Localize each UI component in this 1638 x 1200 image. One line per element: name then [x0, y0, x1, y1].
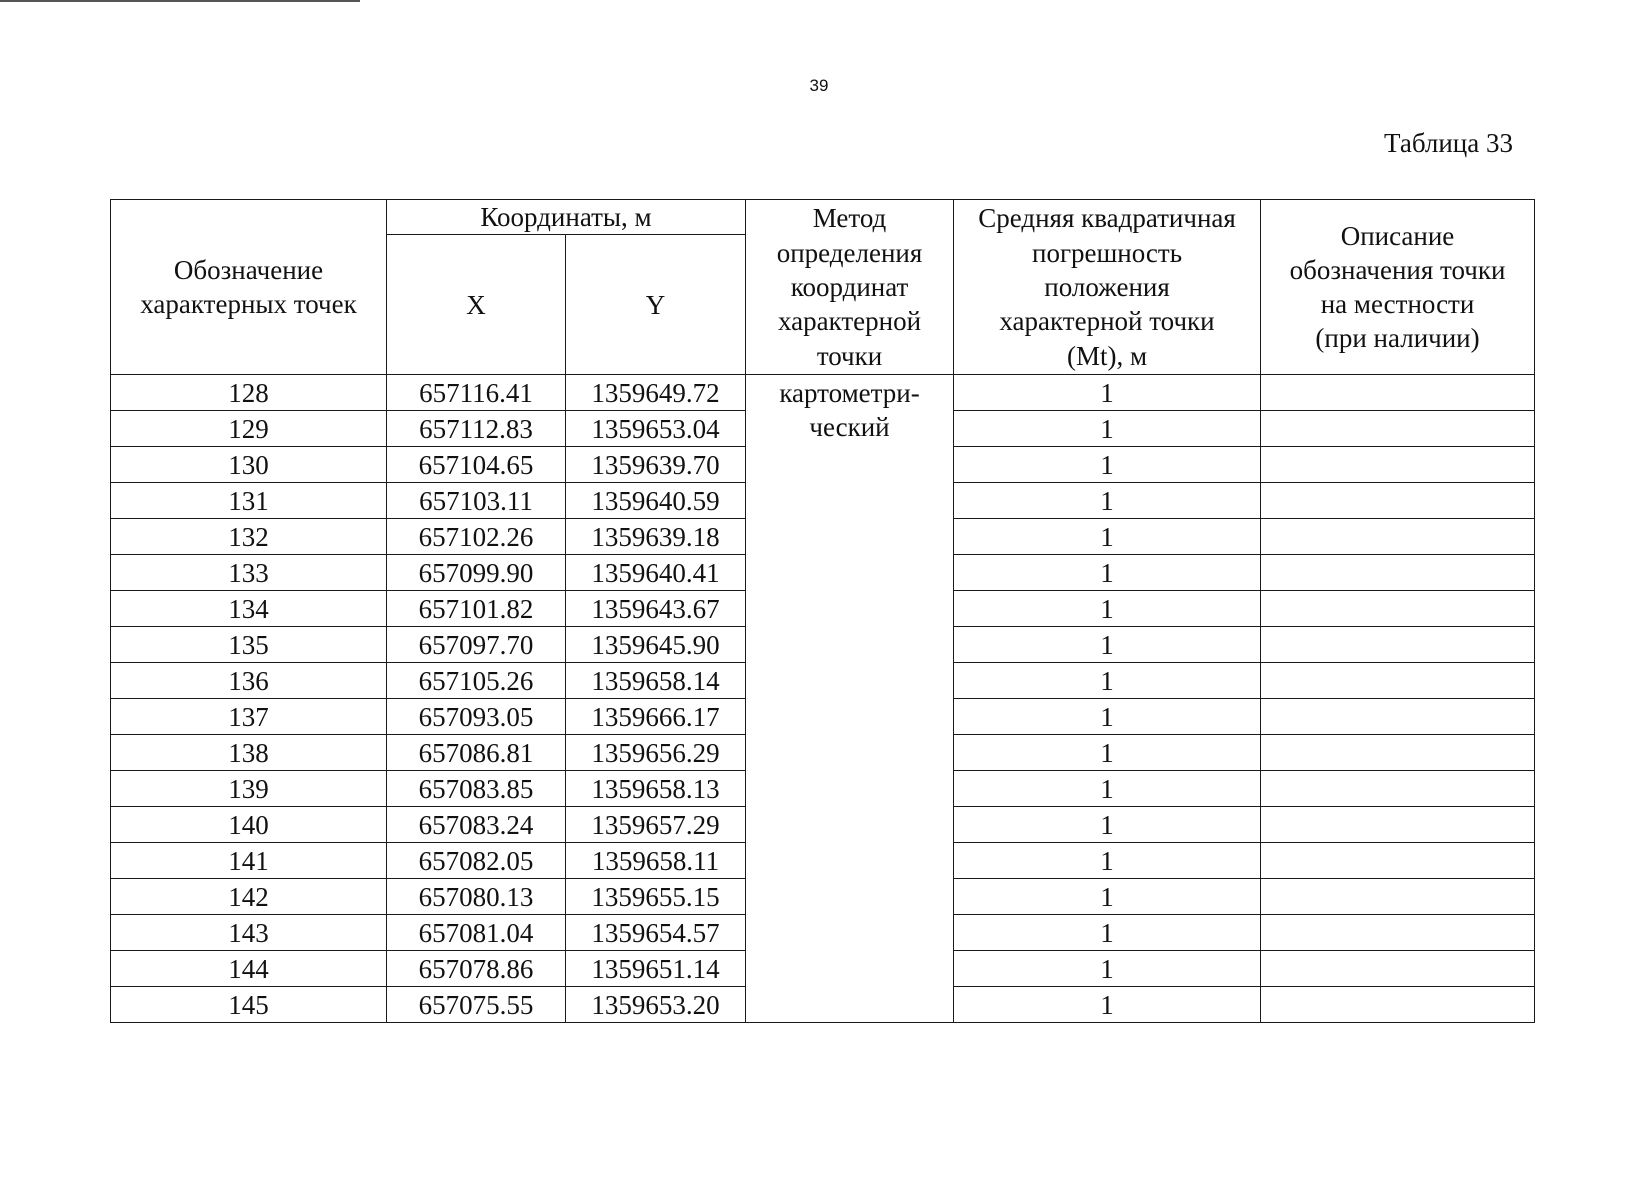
point-cell: 137 — [111, 699, 387, 735]
x-cell: 657082.05 — [387, 843, 566, 879]
y-cell: 1359639.18 — [566, 519, 746, 555]
point-cell: 130 — [111, 447, 387, 483]
description-cell — [1261, 483, 1535, 519]
point-cell: 133 — [111, 555, 387, 591]
method-value-line: ческий — [809, 412, 890, 443]
y-cell: 1359651.14 — [566, 951, 746, 987]
point-cell: 129 — [111, 411, 387, 447]
x-cell: 657083.85 — [387, 771, 566, 807]
x-cell: 657081.04 — [387, 915, 566, 951]
point-cell: 141 — [111, 843, 387, 879]
x-cell: 657102.26 — [387, 519, 566, 555]
description-cell — [1261, 663, 1535, 699]
y-cell: 1359666.17 — [566, 699, 746, 735]
description-cell — [1261, 951, 1535, 987]
x-cell: 657112.83 — [387, 411, 566, 447]
description-cell — [1261, 447, 1535, 483]
x-cell: 657086.81 — [387, 735, 566, 771]
point-cell: 140 — [111, 807, 387, 843]
point-cell: 128 — [111, 375, 387, 411]
y-cell: 1359653.20 — [566, 987, 746, 1023]
y-cell: 1359643.67 — [566, 591, 746, 627]
point-cell: 138 — [111, 735, 387, 771]
y-cell: 1359656.29 — [566, 735, 746, 771]
x-cell: 657101.82 — [387, 591, 566, 627]
method-cell — [746, 375, 954, 1023]
description-cell — [1261, 915, 1535, 951]
y-cell: 1359645.90 — [566, 627, 746, 663]
mt-cell: 1 — [954, 627, 1261, 663]
x-cell: 657083.24 — [387, 807, 566, 843]
description-cell — [1261, 987, 1535, 1023]
mt-cell: 1 — [954, 951, 1261, 987]
point-cell: 136 — [111, 663, 387, 699]
description-cell — [1261, 735, 1535, 771]
description-cell — [1261, 771, 1535, 807]
mt-cell: 1 — [954, 447, 1261, 483]
x-cell: 657103.11 — [387, 483, 566, 519]
mt-cell: 1 — [954, 699, 1261, 735]
description-cell — [1261, 375, 1535, 411]
mt-cell: 1 — [954, 663, 1261, 699]
point-cell: 134 — [111, 591, 387, 627]
x-cell: 657105.26 — [387, 663, 566, 699]
description-cell — [1261, 519, 1535, 555]
point-cell: 144 — [111, 951, 387, 987]
y-cell: 1359640.41 — [566, 555, 746, 591]
x-cell: 657080.13 — [387, 879, 566, 915]
mt-cell: 1 — [954, 771, 1261, 807]
point-cell: 145 — [111, 987, 387, 1023]
description-cell — [1261, 555, 1535, 591]
page-number: 39 — [809, 76, 829, 95]
y-cell: 1359639.70 — [566, 447, 746, 483]
point-cell: 135 — [111, 627, 387, 663]
mt-cell: 1 — [954, 915, 1261, 951]
x-cell: 657075.55 — [387, 987, 566, 1023]
y-cell: 1359653.04 — [566, 411, 746, 447]
point-cell: 131 — [111, 483, 387, 519]
description-cell — [1261, 699, 1535, 735]
header-point-designation: Обозначение характерных точек — [111, 200, 387, 375]
x-cell: 657097.70 — [387, 627, 566, 663]
y-cell: 1359658.14 — [566, 663, 746, 699]
x-cell: 657104.65 — [387, 447, 566, 483]
mt-cell: 1 — [954, 843, 1261, 879]
x-cell: 657078.86 — [387, 951, 566, 987]
mt-cell: 1 — [954, 519, 1261, 555]
table-caption: Таблица 33 — [1384, 128, 1513, 158]
point-cell: 142 — [111, 879, 387, 915]
y-cell: 1359657.29 — [566, 807, 746, 843]
mt-cell: 1 — [954, 987, 1261, 1023]
header-method: Метод определения координат характерной точки — [746, 200, 954, 375]
y-cell: 1359658.11 — [566, 843, 746, 879]
y-cell: 1359655.15 — [566, 879, 746, 915]
y-cell: 1359640.59 — [566, 483, 746, 519]
header-description: Описание обозначения точки на местности (при наличии) — [1261, 200, 1535, 375]
y-cell: 1359658.13 — [566, 771, 746, 807]
mt-cell: 1 — [954, 375, 1261, 411]
method-value-line: картометри- — [779, 378, 920, 409]
table-body — [111, 375, 1535, 1023]
mt-cell: 1 — [954, 735, 1261, 771]
x-cell: 657116.41 — [387, 375, 566, 411]
description-cell — [1261, 627, 1535, 663]
mt-cell: 1 — [954, 879, 1261, 915]
x-cell: 657099.90 — [387, 555, 566, 591]
description-cell — [1261, 843, 1535, 879]
mt-cell: 1 — [954, 555, 1261, 591]
mt-cell: 1 — [954, 807, 1261, 843]
coordinates-table — [110, 199, 1535, 1023]
mt-cell: 1 — [954, 591, 1261, 627]
x-cell: 657093.05 — [387, 699, 566, 735]
header-y: Y — [566, 235, 746, 375]
table-row — [111, 375, 1535, 411]
mt-cell: 1 — [954, 483, 1261, 519]
point-cell: 132 — [111, 519, 387, 555]
description-cell — [1261, 807, 1535, 843]
description-cell — [1261, 879, 1535, 915]
header-x: X — [387, 235, 566, 375]
y-cell: 1359654.57 — [566, 915, 746, 951]
scan-edge-rule — [0, 0, 360, 2]
point-cell: 143 — [111, 915, 387, 951]
y-cell: 1359649.72 — [566, 375, 746, 411]
description-cell — [1261, 411, 1535, 447]
description-cell — [1261, 591, 1535, 627]
point-cell: 139 — [111, 771, 387, 807]
header-mean-square-error: Средняя квадратичная погрешность положения характерной точки (Mt), м — [954, 200, 1261, 375]
header-coordinates: Координаты, м — [387, 200, 746, 235]
mt-cell: 1 — [954, 411, 1261, 447]
